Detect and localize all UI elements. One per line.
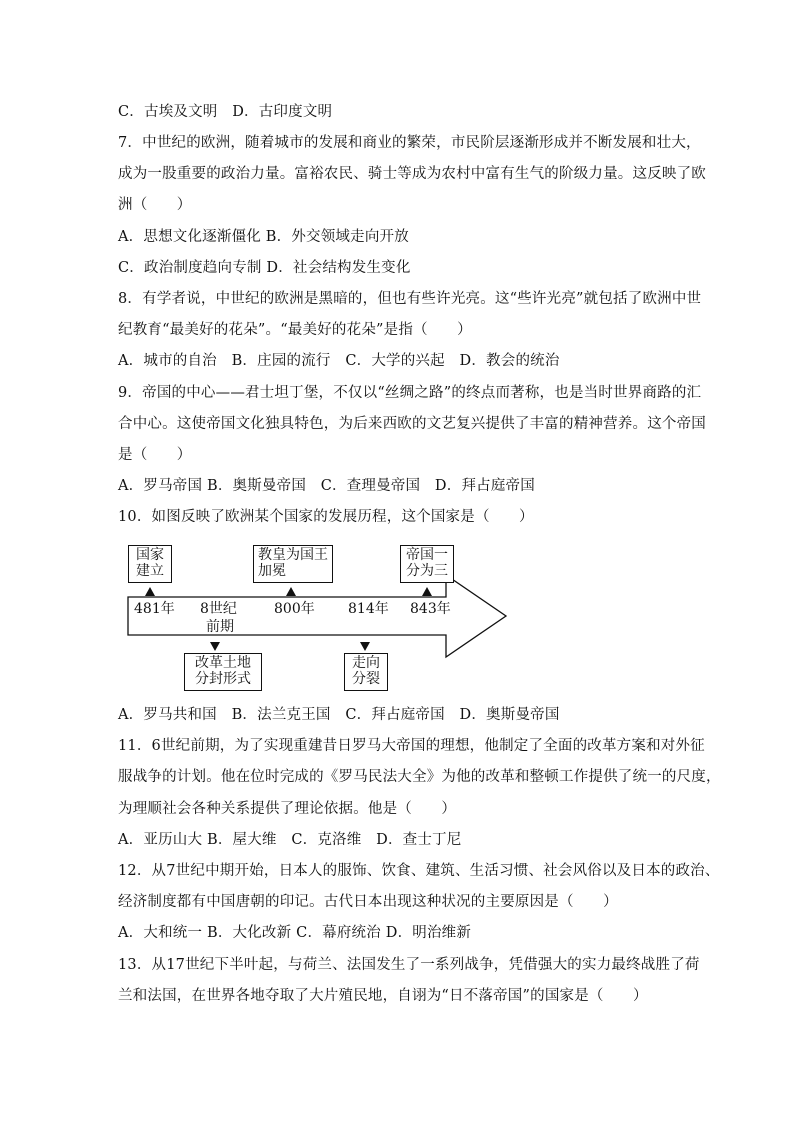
question-10-stem: 10．如图反映了欧洲某个国家的发展历程，这个国家是（ ） (118, 509, 534, 525)
question-13-line-2: 兰和法国，在世界各地夺取了大片殖民地，自诩为“日不落帝国”的国家是（ ） (118, 988, 648, 1004)
question-11-line-2: 服战争的计划。他在位时完成的《罗马民法大全》为他的改革和整顿工作提供了统一的尺度， (118, 769, 721, 785)
event-box-divided: 帝国一 分为三 (400, 545, 454, 583)
option-line: C．古埃及文明 D．古印度文明 (118, 104, 333, 120)
question-10-options: A．罗马共和国 B．法兰克王国 C．拜占庭帝国 D．奥斯曼帝国 (118, 707, 560, 723)
marker-up-800 (286, 587, 296, 596)
marker-up-843 (422, 587, 432, 596)
event-box-land-reform: 改革土地 分封形式 (184, 653, 262, 691)
question-11-line-1: 11．6世纪前期，为了实现重建昔日罗马大帝国的理想，他制定了全面的改革方案和对外征 (118, 738, 705, 754)
date-814: 814年 (348, 601, 389, 617)
question-12-line-1: 12．从7世纪中期开始，日本人的服饰、饮食、建筑、生活习惯、社会风俗以及日本的政治、 (118, 863, 720, 879)
event-box-split: 走向 分裂 (344, 653, 388, 691)
question-9-line-3: 是（ ） (118, 447, 192, 463)
question-9-line-2: 合中心。这使帝国文化独具特色，为后来西欧的文艺复兴提供了丰富的精神营养。这个帝国 (118, 416, 706, 432)
timeline-diagram (118, 537, 518, 697)
date-800: 800年 (274, 601, 315, 617)
question-11-options: A．亚历山大 B．屋大维 C．克洛维 D．查士丁尼 (118, 832, 462, 848)
question-9-options: A．罗马帝国 B．奥斯曼帝国 C．查理曼帝国 D．拜占庭帝国 (118, 478, 535, 494)
date-481: 481年 (134, 601, 175, 617)
question-8-line-1: 8．有学者说，中世纪的欧洲是黑暗的，但也有些许光亮。这“些许光亮”就包括了欧洲中世 (118, 291, 702, 307)
question-7-options-1: A．思想文化逐渐僵化 B．外交领域走向开放 (118, 229, 409, 245)
question-7-line-3: 洲（ ） (118, 197, 192, 213)
question-13-line-1: 13．从17世纪下半叶起，与荷兰、法国发生了一系列战争，凭借强大的实力最终战胜了荷 (118, 957, 700, 973)
date-843: 843年 (410, 601, 451, 617)
question-8-options: A．城市的自治 B．庄园的流行 C．大学的兴起 D．教会的统治 (118, 353, 560, 369)
question-11-line-3: 为理顺社会各种关系提供了理论依据。他是（ ） (118, 801, 457, 817)
question-12-options: A．大和统一 B．大化改新 C．幕府统治 D．明治维新 (118, 925, 472, 941)
event-box-crowned: 教皇为国王 加冕 (253, 545, 333, 583)
question-7-line-1: 7．中世纪的欧洲，随着城市的发展和商业的繁荣，市民阶层逐渐形成并不断发展和壮大， (118, 135, 701, 151)
marker-down-814 (360, 642, 370, 651)
question-7-options-2: C．政治制度趋向专制 D．社会结构发生变化 (118, 260, 411, 276)
question-9-line-1: 9．帝国的中心——君士坦丁堡，不仅以“丝绸之路”的终点而著称，也是当时世界商路的汇 (118, 385, 702, 401)
question-8-line-2: 纪教育“最美好的花朵”。“最美好的花朵”是指（ ） (118, 322, 472, 338)
marker-down-8th (210, 642, 220, 651)
event-box-founded: 国家 建立 (128, 545, 172, 583)
marker-up-481 (145, 587, 155, 596)
question-12-line-2: 经济制度都有中国唐朝的印记。古代日本出现这种状况的主要原因是（ ） (118, 894, 618, 910)
date-8th-century: 8世纪 (200, 601, 237, 617)
question-7-line-2: 成为一股重要的政治力量。富裕农民、骑士等成为农村中富有生气的阶级力量。这反映了欧 (118, 166, 706, 182)
date-8th-century-line2: 前期 (206, 619, 234, 635)
